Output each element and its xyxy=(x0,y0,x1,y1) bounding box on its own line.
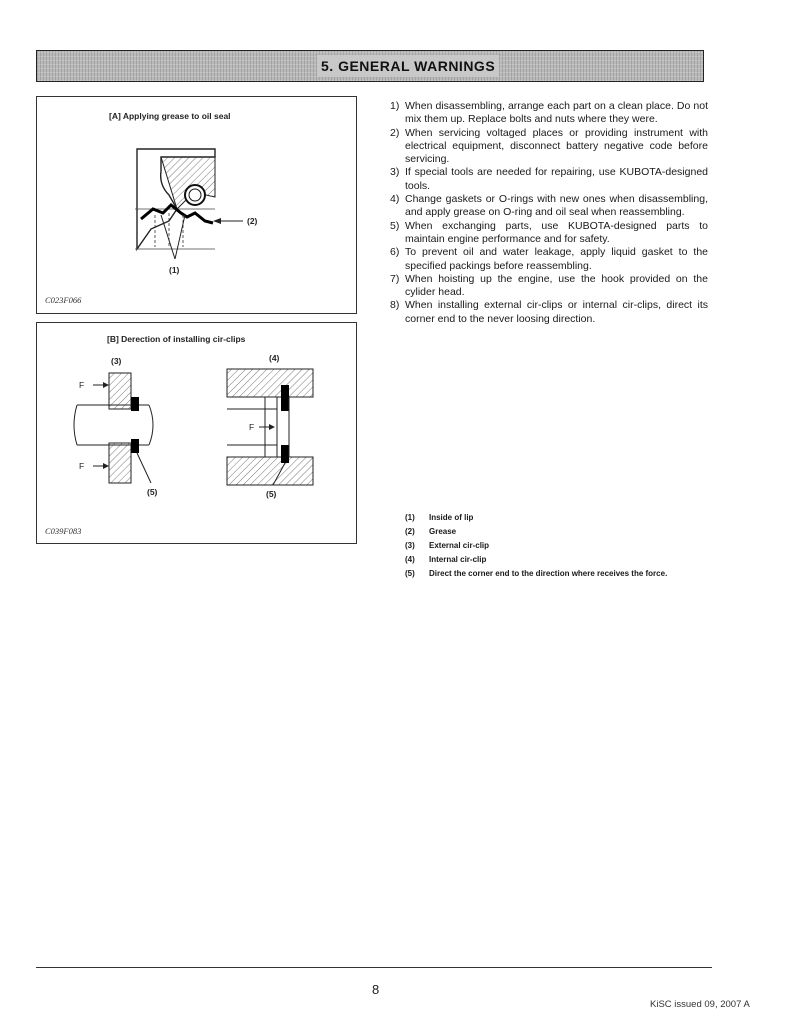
step-text: When hoisting up the engine, use the hook provided on the cylider head. xyxy=(405,272,708,299)
step-number: 5) xyxy=(390,219,400,232)
step-item xyxy=(380,246,708,273)
legend-item xyxy=(404,553,708,567)
step-number: 8) xyxy=(390,299,400,312)
section-title: 5. GENERAL WARNINGS xyxy=(317,55,499,77)
step-text: When exchanging parts, use KUBOTA-designed parts to maintain engine performance and for safety. xyxy=(405,219,708,245)
cir-clip-diagram xyxy=(37,323,358,545)
figure-a-code: C023F066 xyxy=(45,295,82,305)
figure-legend xyxy=(404,511,708,581)
legend-number: (4) xyxy=(405,555,415,564)
step-text: Change gaskets or O-rings with new ones when disassembling, and apply grease on O-ring and oil seal when reassembling. xyxy=(405,193,708,219)
issue-note: KiSC issued 09, 2007 A xyxy=(650,999,750,1010)
step-number: 3) xyxy=(390,166,400,179)
figure-b-code: C039F083 xyxy=(45,526,82,536)
page-number: 8 xyxy=(372,982,380,997)
figure-b-cir-clips xyxy=(36,322,357,544)
step-text: To prevent oil and water leakage, apply liquid gasket to the specified packings before reassembling. xyxy=(405,246,708,272)
legend-number: (5) xyxy=(405,569,415,578)
figure-b-callout-5-right: (5) xyxy=(266,489,277,499)
legend-number: (1) xyxy=(405,513,415,522)
figure-b-force-top: F xyxy=(79,380,85,390)
legend-item xyxy=(404,511,708,525)
legend-item xyxy=(404,567,708,581)
figure-b-label-4: (4) xyxy=(269,353,280,363)
warning-steps-list xyxy=(380,100,708,326)
step-text: When servicing voltaged places or providing instrument with electrical equipment, disconnect battery negative code before servicing. xyxy=(405,126,708,166)
legend-text: Internal cir-clip xyxy=(429,555,487,564)
oil-seal-diagram xyxy=(37,97,358,315)
section-banner xyxy=(36,50,704,82)
legend-text: External cir-clip xyxy=(429,541,490,550)
step-number: 1) xyxy=(390,100,400,112)
step-number: 2) xyxy=(390,126,400,139)
legend-text: Grease xyxy=(429,527,457,536)
step-number: 6) xyxy=(390,246,400,259)
figure-b-callout-5-left: (5) xyxy=(147,487,158,497)
step-text: When installing external cir-clips or internal cir-clips, direct its corner end to the never loosing direction. xyxy=(405,299,708,325)
step-item xyxy=(380,220,708,247)
step-item xyxy=(380,273,708,300)
figure-b-force-right: F xyxy=(249,422,255,432)
step-item xyxy=(380,193,708,220)
legend-item xyxy=(404,539,708,553)
figure-b-label-3: (3) xyxy=(111,356,122,366)
figure-a-title: [A] Applying grease to oil seal xyxy=(109,111,231,121)
figure-b-title: [B] Derection of installing cir-clips xyxy=(107,334,246,344)
step-text: If special tools are needed for repairing, use KUBOTA-designed tools. xyxy=(405,166,708,192)
legend-item xyxy=(404,525,708,539)
step-text: When disassembling, arrange each part on a clean place. Do not mix them up. Replace bolts and nuts where they were. xyxy=(405,100,708,126)
legend-text: Direct the corner end to the direction where receives the force. xyxy=(429,569,668,578)
figure-a-oil-seal xyxy=(36,96,357,314)
figure-a-callout-1: (1) xyxy=(169,265,180,275)
step-item xyxy=(380,299,708,326)
figure-a-callout-2: (2) xyxy=(247,216,258,226)
step-item xyxy=(380,166,708,193)
step-number: 4) xyxy=(390,193,400,206)
step-item xyxy=(380,127,708,167)
legend-number: (3) xyxy=(405,541,415,550)
step-item xyxy=(380,100,708,127)
legend-number: (2) xyxy=(405,527,415,536)
figure-b-force-bottom: F xyxy=(79,461,85,471)
footer-divider xyxy=(36,967,712,968)
step-number: 7) xyxy=(390,272,400,285)
legend-text: Inside of lip xyxy=(429,513,474,522)
